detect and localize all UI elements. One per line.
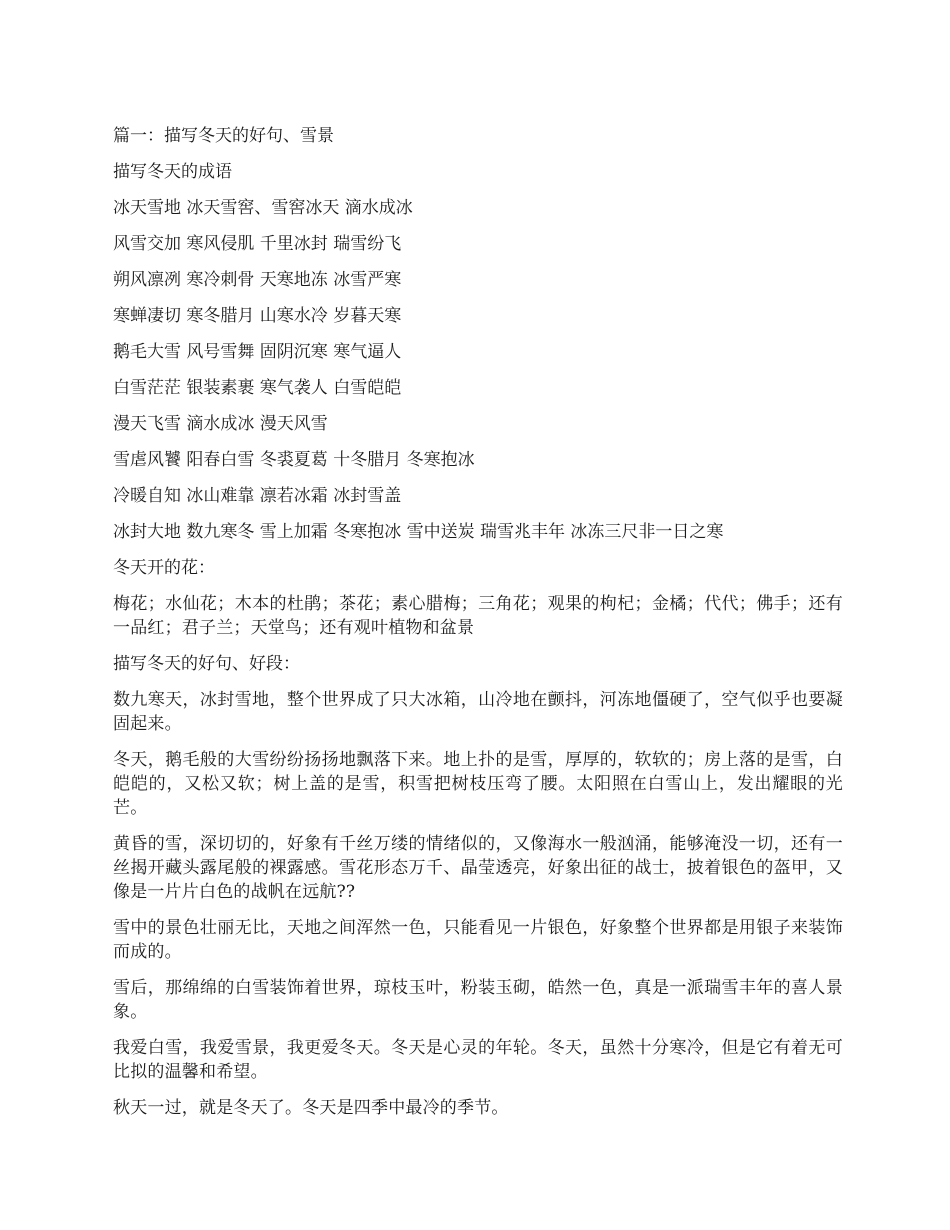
idiom-line: 鹅毛大雪 风号雪舞 固阴沉寒 寒气逼人 [113,342,402,362]
idiom-line: 白雪茫茫 银装素裹 寒气袭人 白雪皑皑 [113,378,402,398]
body-paragraph: 雪中的景色壮丽无比，天地之间浑然一色，只能看见一片银色，好象整个世界都是用银子来装饰而成的。 [113,918,843,962]
idiom-line: 寒蝉凄切 寒冬腊月 山寒水冷 岁暮天寒 [113,306,402,326]
body-paragraph: 秋天一过，就是冬天了。冬天是四季中最冷的季节。 [113,1098,509,1118]
body-paragraph: 我爱白雪，我爱雪景，我更爱冬天。冬天是心灵的年轮。冬天，虽然十分寒冷，但是它有着无可比拟的温馨和希望。 [113,1038,843,1082]
body-paragraph: 冬天，鹅毛般的大雪纷纷扬扬地飘落下来。地上扑的是雪，厚厚的，软软的；房上落的是雪，白皑皑的，又松又软；树上盖的是雪，积雪把树枝压弯了腰。太阳照在白雪山上，发出耀眼的光芒。 [113,750,843,818]
body-paragraph: 雪后，那绵绵的白雪装饰着世界，琼枝玉叶，粉装玉砌，皓然一色，真是一派瑞雪丰年的喜人景象。 [113,978,843,1022]
idiom-line: 漫天飞雪 滴水成冰 漫天风雪 [113,414,328,434]
document-page [113,124,843,1132]
sentences-heading: 描写冬天的好句、好段： [113,654,300,674]
document-title: 篇一：描写冬天的好句、雪景 [113,126,334,146]
idiom-line: 风雪交加 寒风侵肌 千里冰封 瑞雪纷飞 [113,234,402,254]
idiom-line: 冰天雪地 冰天雪窖、雪窖冰天 滴水成冰 [113,198,413,218]
idiom-line: 冰封大地 数九寒冬 雪上加霜 冬寒抱冰 雪中送炭 瑞雪兆丰年 冰冻三尺非一日之寒 [113,522,724,542]
idiom-line: 雪虐风饕 阳春白雪 冬裘夏葛 十冬腊月 冬寒抱冰 [113,450,475,470]
body-paragraph: 黄昏的雪，深切切的，好象有千丝万缕的情绪似的，又像海水一般汹涌，能够淹没一切，还有一丝揭开藏头露尾般的裸露感。雪花形态万千、晶莹透亮，好象出征的战士，披着银色的盔甲，又像是一片片白色的战帆在远航?? [113,834,843,902]
idiom-line: 朔风凛冽 寒冷刺骨 天寒地冻 冰雪严寒 [113,270,402,290]
flowers-heading: 冬天开的花： [113,558,215,578]
idioms-heading: 描写冬天的成语 [113,162,232,182]
flowers-paragraph: 梅花；水仙花；木本的杜鹃；茶花；素心腊梅；三角花；观果的枸杞；金橘；代代；佛手；还有一品红；君子兰；天堂鸟；还有观叶植物和盆景 [113,594,843,638]
idiom-line: 冷暖自知 冰山难靠 凛若冰霜 冰封雪盖 [113,486,402,506]
body-paragraph: 数九寒天，冰封雪地，整个世界成了只大冰箱，山冷地在颤抖，河冻地僵硬了，空气似乎也要凝固起来。 [113,690,843,734]
